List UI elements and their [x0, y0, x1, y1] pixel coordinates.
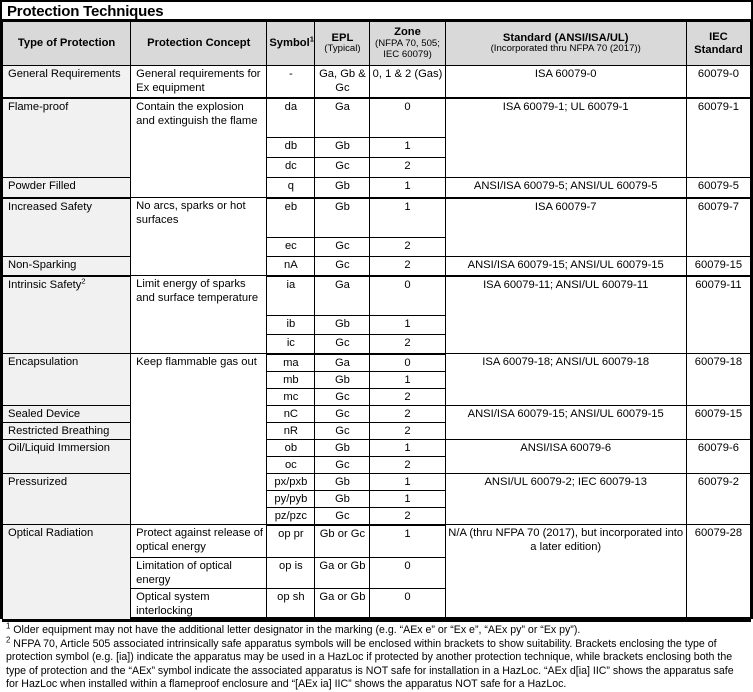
col-iec-line1: IEC [709, 30, 728, 43]
col-standard-label: Standard (ANSI/ISA/UL) [502, 31, 629, 44]
table-row [3, 439, 751, 456]
col-zone-label: Zone [394, 26, 421, 39]
cell-type: Pressurized [3, 473, 131, 525]
cell-symbol: ib [267, 316, 315, 335]
cell-epl: Gc [315, 456, 370, 473]
cell-epl: Ga, Gb & Gc [315, 66, 370, 98]
cell-epl: Ga or Gb [315, 558, 370, 589]
col-epl-sub: (Typical) [324, 43, 361, 55]
header-row [3, 22, 751, 66]
cell-zone: 1 [370, 371, 445, 388]
cell-epl: Ga [315, 354, 370, 372]
cell-zone: 1 [370, 525, 445, 558]
cell-iec: 60079-7 [686, 198, 750, 257]
cell-symbol: eb [267, 198, 315, 238]
cell-type: General Requirements [3, 66, 131, 98]
cell-standard: ISA 60079-18; ANSI/UL 60079-18 [445, 354, 686, 406]
cell-zone: 0 [370, 276, 445, 316]
col-zone-sub-line2: IEC 60079) [383, 48, 432, 60]
footnote-2-marker: 2 [6, 635, 11, 645]
col-epl [315, 22, 370, 66]
col-symbol [267, 22, 315, 66]
cell-zone: 0 [370, 98, 445, 138]
cell-symbol: ma [267, 354, 315, 372]
cell-type: Oil/Liquid Immersion [3, 439, 131, 473]
cell-zone: 2 [370, 456, 445, 473]
cell-symbol: ec [267, 238, 315, 257]
cell-standard: N/A (thru NFPA 70 (2017), but incorporated into a later edition) [445, 525, 686, 620]
footnote-2 [6, 635, 748, 692]
cell-symbol: nR [267, 422, 315, 439]
table-row [3, 525, 751, 558]
cell-type: Flame-proof [3, 98, 131, 178]
cell-epl: Ga [315, 276, 370, 316]
cell-zone: 1 [370, 138, 445, 158]
cell-symbol: - [267, 66, 315, 98]
cell-symbol: ic [267, 335, 315, 354]
cell-zone: 2 [370, 388, 445, 405]
cell-epl: Gb [315, 316, 370, 335]
cell-iec: 60079-11 [686, 276, 750, 354]
cell-standard: ISA 60079-1; UL 60079-1 [445, 98, 686, 178]
cell-type: Optical Radiation [3, 525, 131, 620]
footnote-1 [6, 621, 748, 638]
footnote-1-text: Older equipment may not have the additional letter designator in the marking (e.g. “AEx e” or “Ex e”, “AEx py” or “Ex py”). [13, 624, 581, 636]
col-iec-standard [686, 22, 750, 66]
cell-symbol: nA [267, 257, 315, 276]
cell-zone: 1 [370, 316, 445, 335]
col-zone [370, 22, 445, 66]
cell-standard: ANSI/ISA 60079-15; ANSI/UL 60079-15 [445, 405, 686, 439]
col-zone-sub-line1: (NFPA 70, 505; [375, 38, 440, 50]
footnotes [2, 620, 751, 692]
cell-symbol: py/pyb [267, 490, 315, 507]
cell-symbol: mc [267, 388, 315, 405]
cell-zone: 1 [370, 178, 445, 198]
cell-symbol: ob [267, 439, 315, 456]
cell-zone: 2 [370, 257, 445, 276]
table-row [3, 405, 751, 422]
table-body [3, 66, 751, 620]
cell-symbol: pz/pzc [267, 507, 315, 525]
cell-concept: Protect against release of optical energy [131, 525, 267, 558]
cell-epl: Gc [315, 238, 370, 257]
cell-type: Increased Safety [3, 198, 131, 257]
cell-iec: 60079-0 [686, 66, 750, 98]
cell-iec: 60079-15 [686, 405, 750, 439]
table-header [3, 22, 751, 66]
table-row [3, 66, 751, 98]
cell-standard: ANSI/ISA 60079-15; ANSI/UL 60079-15 [445, 257, 686, 276]
cell-type: Powder Filled [3, 178, 131, 198]
symbol-footnote-marker: 1 [309, 34, 314, 44]
col-iec-line2: Standard [694, 43, 743, 56]
col-standard-sub: (Incorporated thru NFPA 70 (2017)) [490, 43, 641, 55]
cell-iec: 60079-5 [686, 178, 750, 198]
footnote-2-text: NFPA 70, Article 505 associated intrinsically safe apparatus symbols will be enclosed within brackets to show suitability. Brackets enclosing the type of protection symbol (e.g. [ia]) indicate the apparatus may be used in a HazLoc if protected by another protection technique, while brackets enclosing both the type of protection and the “AEx” symbol indicate the associated apparatus is NOT safe for installation in a HazLoc. “AEx d[ia] IIC” shows the apparatus safe for HazLoc when installed within a flameproof enclosure and “[AEx ia] IIC” shows the apparatus NOT safe for a HazLoc. [6, 637, 734, 691]
cell-symbol: mb [267, 371, 315, 388]
table-row [3, 178, 751, 198]
cell-iec: 60079-18 [686, 354, 750, 406]
cell-zone: 0 [370, 589, 445, 620]
cell-epl: Gc [315, 422, 370, 439]
cell-standard: ISA 60079-0 [445, 66, 686, 98]
cell-epl: Gb [315, 371, 370, 388]
col-symbol-label: Symbol$^1$ [269, 34, 314, 50]
cell-symbol: nC [267, 405, 315, 422]
cell-type: Restricted Breathing [3, 422, 131, 439]
cell-zone: 2 [370, 422, 445, 439]
cell-iec: 60079-28 [686, 525, 750, 620]
cell-type: Encapsulation [3, 354, 131, 406]
cell-epl: Gb [315, 473, 370, 490]
cell-zone: 0, 1 & 2 (Gas) [370, 66, 445, 98]
table-row [3, 198, 751, 238]
cell-zone: 2 [370, 507, 445, 525]
cell-zone: 2 [370, 335, 445, 354]
cell-epl: Gc [315, 507, 370, 525]
cell-symbol: op pr [267, 525, 315, 558]
cell-type: Non-Sparking [3, 257, 131, 276]
cell-epl: Gc [315, 335, 370, 354]
cell-zone: 1 [370, 490, 445, 507]
cell-zone: 0 [370, 558, 445, 589]
col-type-of-protection [3, 22, 131, 66]
cell-standard: ISA 60079-7 [445, 198, 686, 257]
cell-standard: ANSI/ISA 60079-6 [445, 439, 686, 473]
cell-epl: Gc [315, 257, 370, 276]
cell-type: Intrinsic Safety$^2$ [3, 276, 131, 354]
cell-symbol: da [267, 98, 315, 138]
cell-symbol: ia [267, 276, 315, 316]
cell-symbol: db [267, 138, 315, 158]
cell-standard: ANSI/ISA 60079-5; ANSI/UL 60079-5 [445, 178, 686, 198]
cell-concept: Keep flammable gas out [131, 354, 267, 525]
cell-epl: Gb or Gc [315, 525, 370, 558]
cell-concept: Limit energy of sparks and surface temperature [131, 276, 267, 354]
cell-symbol: dc [267, 158, 315, 178]
cell-standard: ANSI/UL 60079-2; IEC 60079-13 [445, 473, 686, 525]
cell-iec: 60079-2 [686, 473, 750, 525]
cell-concept: No arcs, sparks or hot surfaces [131, 198, 267, 276]
cell-concept: Optical system interlocking [131, 589, 267, 620]
cell-symbol: px/pxb [267, 473, 315, 490]
table-row [3, 257, 751, 276]
cell-concept: Contain the explosion and extinguish the flame [131, 98, 267, 198]
cell-type: Sealed Device [3, 405, 131, 422]
table-row [3, 276, 751, 316]
cell-epl: Gb [315, 490, 370, 507]
cell-zone: 2 [370, 405, 445, 422]
cell-epl: Gc [315, 405, 370, 422]
cell-epl: Gb [315, 138, 370, 158]
col-protection-concept-label: Protection Concept [147, 37, 251, 50]
col-epl-label: EPL [331, 31, 354, 44]
cell-concept: General requirements for Ex equipment [131, 66, 267, 98]
cell-iec: 60079-6 [686, 439, 750, 473]
cell-concept: Limitation of optical energy [131, 558, 267, 589]
cell-zone: 1 [370, 439, 445, 456]
cell-epl: Gb [315, 198, 370, 238]
cell-zone: 0 [370, 354, 445, 372]
cell-epl: Gb [315, 178, 370, 198]
col-standard [445, 22, 686, 66]
protection-techniques-table [2, 21, 751, 620]
cell-iec: 60079-1 [686, 98, 750, 178]
footnote-1-marker: 1 [6, 621, 11, 631]
cell-iec: 60079-15 [686, 257, 750, 276]
col-protection-concept [131, 22, 267, 66]
table-row [3, 98, 751, 138]
cell-standard: ISA 60079-11; ANSI/UL 60079-11 [445, 276, 686, 354]
cell-symbol: op is [267, 558, 315, 589]
cell-zone: 1 [370, 198, 445, 238]
cell-zone: 2 [370, 238, 445, 257]
cell-symbol: oc [267, 456, 315, 473]
cell-epl: Gc [315, 158, 370, 178]
cell-epl: Ga [315, 98, 370, 138]
cell-epl: Gb [315, 439, 370, 456]
cell-epl: Gc [315, 388, 370, 405]
page-title: Protection Techniques [2, 2, 751, 21]
col-type-of-protection-label: Type of Protection [17, 37, 116, 50]
cell-zone: 1 [370, 473, 445, 490]
table-row [3, 354, 751, 372]
cell-symbol: op sh [267, 589, 315, 620]
cell-zone: 2 [370, 158, 445, 178]
cell-epl: Ga or Gb [315, 589, 370, 620]
cell-symbol: q [267, 178, 315, 198]
intrinsic-safety-footnote-marker: 2 [81, 275, 86, 285]
table-row [3, 473, 751, 490]
